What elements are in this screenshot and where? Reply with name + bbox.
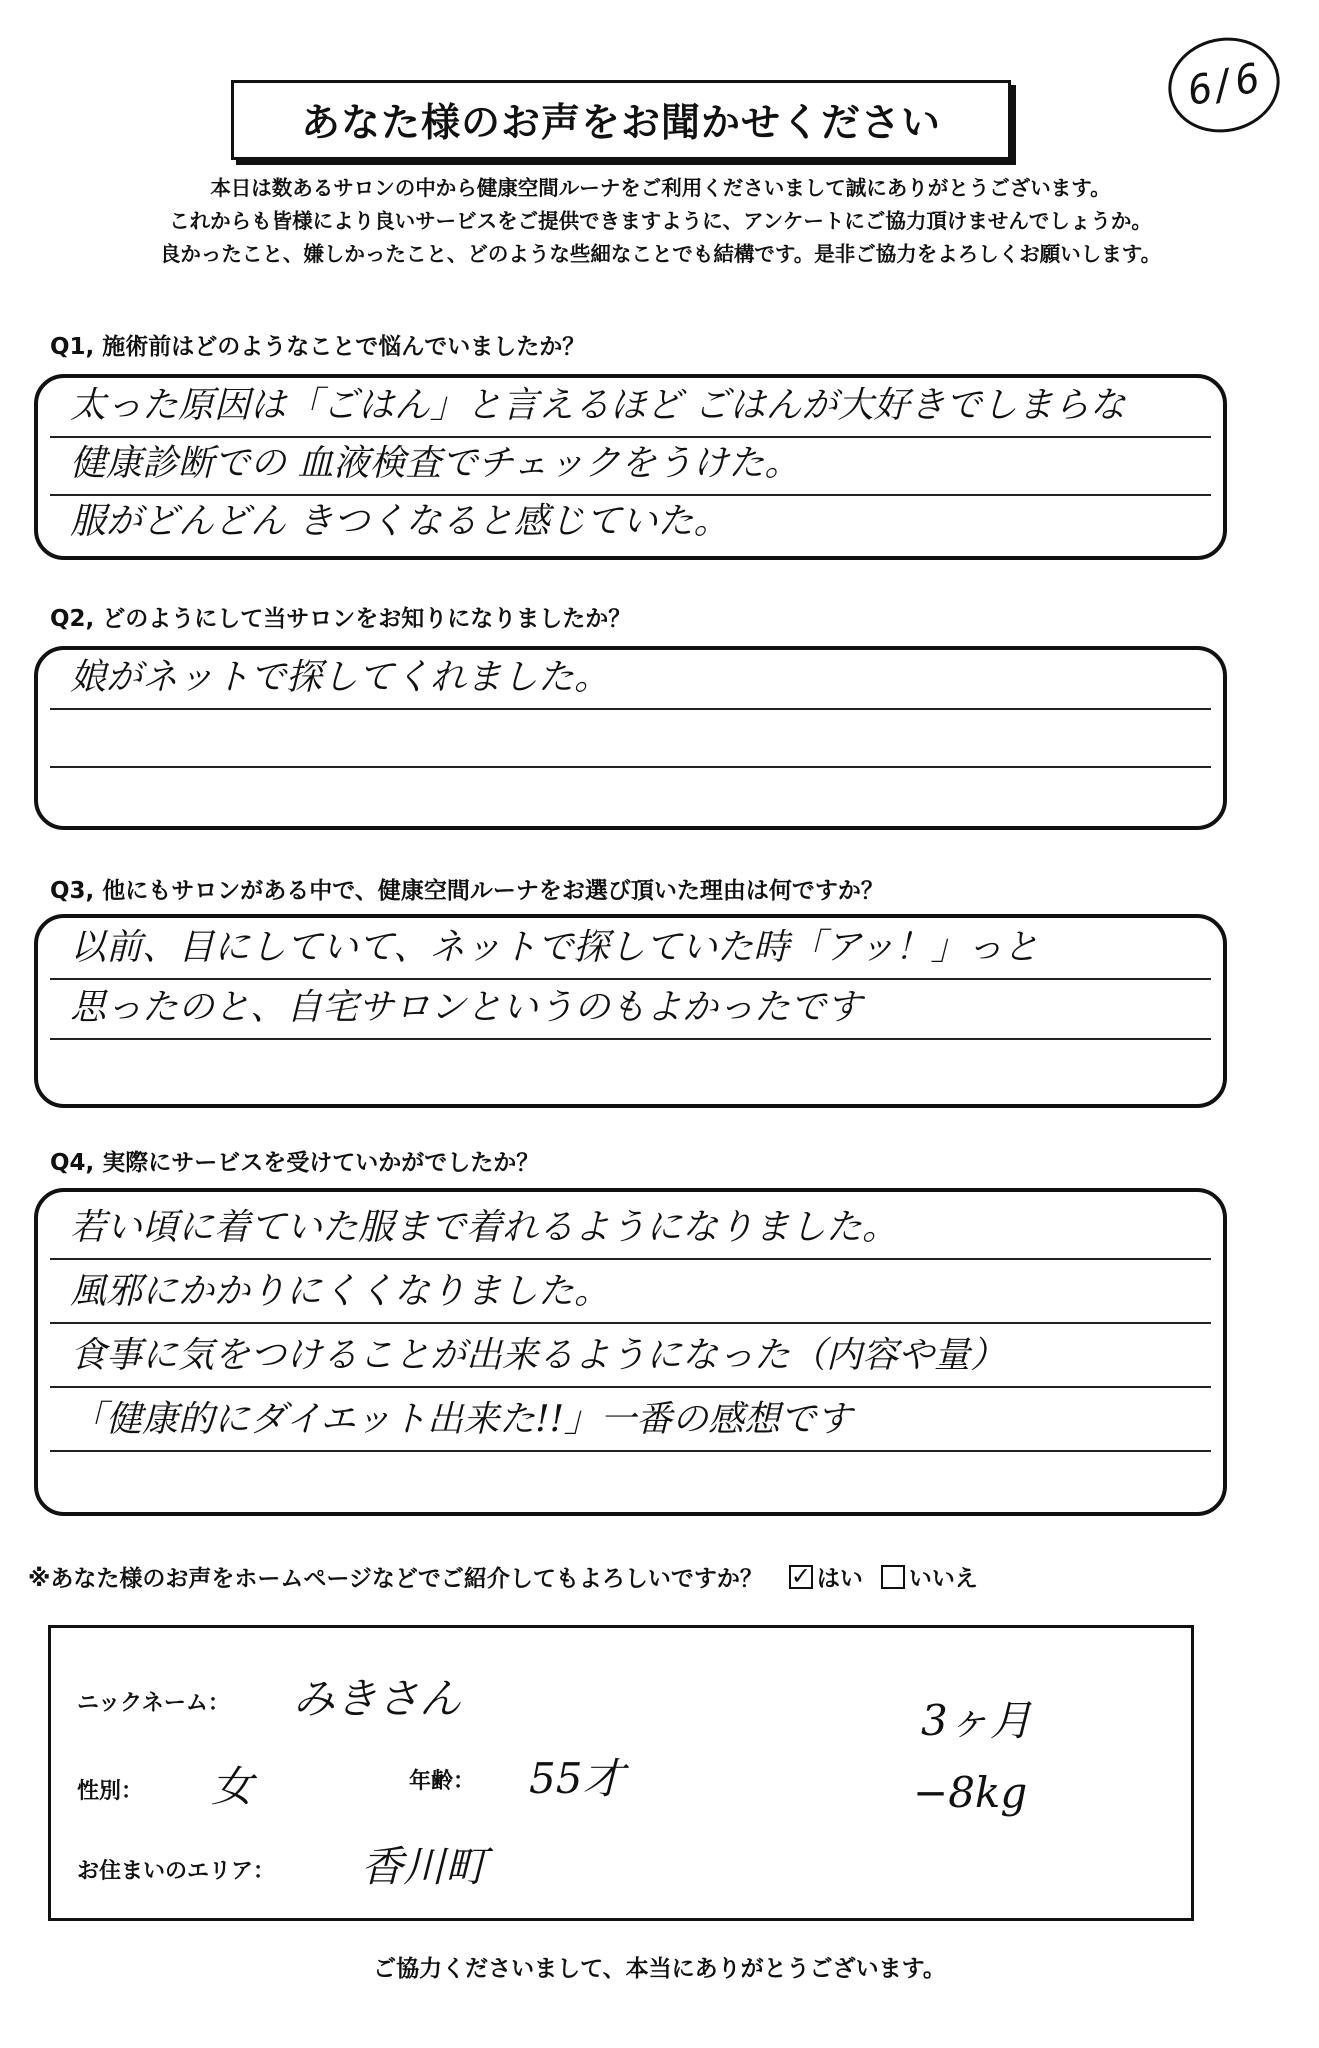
answer-line: 風邪にかかりにくくなりました。 (50, 1264, 1211, 1324)
weight-result-value: −8kg (913, 1768, 1028, 1817)
page-title: あなた様のお声をお聞かせください (231, 80, 1011, 160)
consent-no-checkbox[interactable] (881, 1565, 905, 1589)
consent-yes-option[interactable] (789, 1560, 863, 1593)
gender-value: 女 (211, 1762, 254, 1811)
profile-info-box (48, 1625, 1194, 1921)
area-value: 香川町 (361, 1842, 488, 1891)
answer-line: 健康診断での 血液検査でチェックをうけた。 (50, 436, 1211, 496)
answer-line: 娘がネットで探してくれました。 (50, 650, 1211, 710)
answer-line: 食事に気をつけることが出来るようになった（内容や量） (50, 1328, 1211, 1388)
answer-line: 服がどんどん きつくなると感じていた。 (70, 501, 730, 542)
answer-line: 若い頃に着ていた服まで着れるようになりました。 (50, 1200, 1211, 1260)
answer-line: 「健康的にダイエット出来た!!」一番の感想です (50, 1392, 1211, 1452)
intro-line: これからも皆様により良いサービスをご提供できますように、アンケートにご協力頂けませんでしょうか。 (169, 209, 1152, 233)
answer-box-q2 (34, 646, 1227, 830)
age-value: 55才 (529, 1754, 625, 1803)
answer-line (50, 1040, 1211, 1098)
question-3-label: Q3, 他にもサロンがある中で、健康空間ルーナをお選び頂いた理由は何ですか？ (50, 878, 884, 904)
question-1-label: Q1, 施術前はどのようなことで悩んでいましたか？ (50, 334, 586, 360)
age-label: 年齢： (409, 1769, 476, 1794)
answer-line: 太った原因は「ごはん」と言えるほど ごはんが大好きでしまらな (50, 378, 1211, 438)
answer-line (50, 766, 1211, 824)
consent-question: ※あなた様のお声をホームページなどでご紹介してもよろしいですか？ (28, 1566, 763, 1592)
intro-text (28, 172, 1293, 271)
answer-box-q3 (34, 914, 1227, 1108)
question-4-label: Q4, 実際にサービスを受けていかがでしたか？ (50, 1150, 540, 1176)
publish-consent (28, 1560, 1298, 1593)
intro-line: 良かったこと、嫌しかったこと、どのような些細なことでも結構です。是非ご協力をよろしくお願いします。 (159, 242, 1162, 266)
answer-line: 以前、目にしていて、ネットで探していた時「アッ！」っと (50, 920, 1211, 980)
answer-box-q4 (34, 1188, 1227, 1516)
answer-line: 思ったのと、自宅サロンというのもよかったです (50, 980, 1211, 1040)
consent-yes-label: はい (816, 1566, 863, 1592)
page-number-mark: 6/6 (1159, 27, 1288, 142)
question-2-label: Q2, どのようにして当サロンをお知りになりましたか？ (50, 606, 632, 632)
check-mark-icon: ✓ (790, 1561, 812, 1590)
area-label: お住まいのエリア： (77, 1859, 276, 1884)
intro-line: 本日は数あるサロンの中から健康空間ルーナをご利用くださいまして誠にありがとうございます。 (210, 176, 1111, 200)
consent-no-option[interactable] (881, 1560, 978, 1593)
answer-box-q1 (34, 374, 1227, 560)
footer-thanks: ご協力くださいまして、本当にありがとうございます。 (373, 1956, 946, 1982)
consent-yes-checkbox[interactable] (789, 1561, 813, 1590)
consent-no-label: いいえ (908, 1566, 978, 1592)
answer-line (50, 708, 1211, 768)
gender-label: 性別： (77, 1779, 144, 1804)
nickname-value: みきさん (293, 1674, 462, 1723)
period-value: 3ヶ月 (921, 1696, 1032, 1745)
nickname-label: ニックネーム： (77, 1691, 230, 1716)
